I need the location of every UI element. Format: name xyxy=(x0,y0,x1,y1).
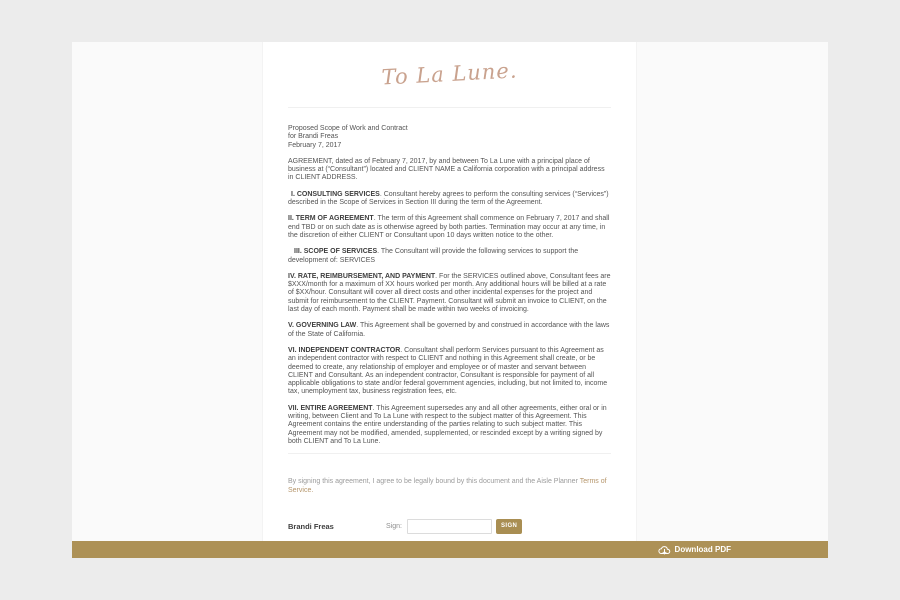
download-pdf-label: Download PDF xyxy=(674,545,731,554)
signature-input[interactable] xyxy=(407,519,492,534)
paragraph-consulting-services: I. CONSULTING SERVICES. Consultant hereby agrees to perform the consulting services (“Services”) described in the Scope of Services in Section III during the term of the Agreement. xyxy=(288,190,609,207)
paragraph-scope-of-services: III. SCOPE OF SERVICES. The Consultant will provide the following services to support the development of: SERVICES xyxy=(288,248,579,264)
intro-line-date: February 7, 2017 xyxy=(288,141,342,149)
paragraph-rate-reimbursement-payment: IV. RATE, REIMBURSEMENT, AND PAYMENT. For the SERVICES outlined above, Consultant fees are $XXX/month for a maximum of XX hours worked per month. Any additional hours will be billed at a rate of $XX/hour. Consultant will cover all direct costs and other incidental expenses for the project and submit for reimbursement to the CLIENT. Payment. Consultant will submit an invoice to CLIENT, on the last day of each month. Payment shall be made within two weeks of invoicing. xyxy=(288,272,611,314)
paragraph-term-of-agreement: II. TERM OF AGREEMENT. The term of this Agreement shall commence on February 7, 2017 and shall end TBD or on such date as is otherwise agreed by both parties. Termination may occur at any time, in the discretion of either CLIENT or Consultant upon 10 days written notice to the other. xyxy=(288,215,610,239)
sign-label: Sign: xyxy=(386,522,402,530)
download-pdf-button[interactable] xyxy=(658,545,731,555)
document-intro xyxy=(288,125,611,150)
divider xyxy=(288,453,611,454)
paragraph-governing-law: V. GOVERNING LAW. This Agreement shall be governed by and construed in accordance with the laws of the State of California. xyxy=(288,322,610,338)
signature-row xyxy=(288,519,611,534)
content-panel xyxy=(72,42,828,541)
company-logo: To La Lune. xyxy=(380,58,519,90)
cloud-download-icon xyxy=(658,545,671,555)
legal-consent-text: By signing this agreement, I agree to be legally bound by this document and the Aisle Planner Terms of Service. xyxy=(288,478,607,494)
paragraph-agreement: AGREEMENT, dated as of February 7, 2017, by and between To La Lune with a principal place of business at (“Consultant”) located and CLIENT NAME a California corporation with a principal address in CLIENT ADDRESS. xyxy=(288,157,605,182)
paragraph-entire-agreement: VII. ENTIRE AGREEMENT. This Agreement supersedes any and all other agreements, either oral or in writing, between Client and To La Lune with respect to the subject matter of this Agreement. This Agreement contains the entire understanding of the parties relating to such subject matter. This Agreement may not be modified, amended, supplemented, or rescinded except by a writing signed by both CLIENT and To La Lune. xyxy=(288,404,607,445)
terms-of-service-link[interactable]: Terms of Service. xyxy=(288,478,607,494)
contract-document xyxy=(262,42,637,541)
signer-name: Brandi Freas xyxy=(288,521,334,531)
footer-bar xyxy=(72,541,828,558)
intro-line-title: Proposed Scope of Work and Contract xyxy=(288,125,408,132)
sign-button[interactable]: SIGN xyxy=(496,519,522,534)
intro-line-client: for Brandi Freas xyxy=(288,133,339,141)
paragraph-independent-contractor: VI. INDEPENDENT CONTRACTOR. Consultant shall perform Services pursuant to this Agreement as an independent contractor with respect to CLIENT and nothing in this Agreement shall create, or be deemed to create, any relationship of employer and employee or of master and servant between CLIENT and Consultant. As an independent contractor, Consultant is responsible for payment of all applicable obligations to state and/or federal government agencies, including, but not limited to, income tax, unemployment tax, business registration fees, etc. xyxy=(288,346,608,396)
divider xyxy=(288,107,611,108)
